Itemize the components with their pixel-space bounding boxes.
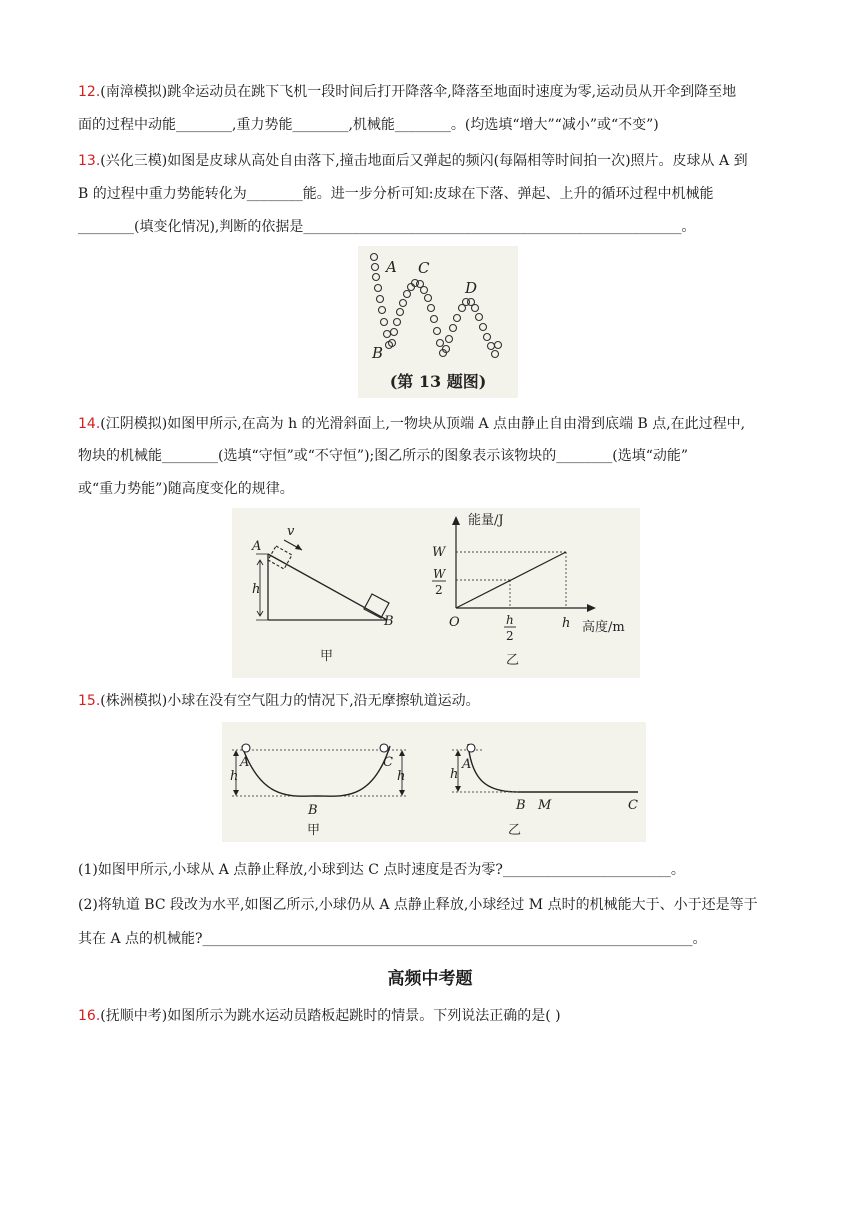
- figure-15: [222, 722, 646, 842]
- ball-c: [380, 744, 388, 752]
- label-b: B: [384, 614, 394, 629]
- q13-line-1: [78, 151, 748, 171]
- h-label: h: [562, 616, 571, 631]
- h-half-numerator: h: [506, 613, 514, 627]
- q15-text-1: (株洲模拟)小球在没有空气阻力的情况下,沿无摩擦轨道运动。: [100, 693, 480, 709]
- q15-sub-1: [78, 860, 685, 880]
- y-axis-label: 能量/J: [468, 513, 504, 528]
- question-number: 13.: [78, 153, 101, 169]
- label-b: B: [308, 803, 318, 818]
- q15-sub-2-text-2: 其在 A 点的机械能?______________________________________________________________________。: [78, 931, 707, 947]
- q15-sub-2-line-2: [78, 929, 707, 949]
- q13-line-3: [78, 217, 695, 237]
- q15-sub-2-line-1: [78, 895, 758, 915]
- flat-track: [468, 744, 638, 792]
- label-a: A: [240, 755, 250, 770]
- figure-13: [358, 246, 518, 398]
- u-track: [242, 746, 390, 796]
- origin-label: O: [449, 615, 460, 630]
- q15-sub-2-text-1: (2)将轨道 BC 段改为水平,如图乙所示,小球仍从 A 点静止释放,小球经过 M 点时的机械能大于、小于还是等于: [78, 897, 758, 913]
- label-b: B: [516, 798, 526, 813]
- label-d: D: [465, 279, 478, 297]
- q14-line-1: [78, 414, 745, 434]
- q13-text-2: B 的过程中重力势能转化为________能。进一步分析可知:皮球在下落、弹起、上升的循环过程中机械能: [78, 186, 714, 202]
- label-c: C: [418, 259, 430, 277]
- height-label-right: h: [397, 769, 406, 784]
- q16-text-1: (抚顺中考)如图所示为跳水运动员踏板起跳时的情景。下列说法正确的是( ): [100, 1008, 561, 1024]
- reference-lines: [232, 750, 408, 796]
- q16-line-1: [78, 1006, 561, 1026]
- q12-text-2: 面的过程中动能________,重力势能________,机械能________。(均选填“增大”“减小”或“不变”): [78, 117, 659, 133]
- q14-line-3: [78, 479, 294, 499]
- q14-text-2: 物块的机械能________(选填“守恒”或“不守恒”);图乙所示的图象表示该物块的________(选填“动能”: [78, 448, 689, 464]
- label-c: C: [628, 798, 638, 813]
- caption-yi: 乙: [508, 823, 522, 838]
- label-m: M: [538, 798, 552, 813]
- label-b: B: [372, 344, 384, 362]
- caption-jia: 甲: [307, 823, 321, 838]
- label-c: C: [383, 755, 393, 770]
- ball-a: [467, 744, 475, 752]
- q14-text-1: (江阴模拟)如图甲所示,在高为 h 的光滑斜面上,一物块从顶端 A 点由静止自由滑到底端 B 点,在此过程中,: [100, 416, 746, 432]
- label-a: A: [386, 258, 397, 276]
- figure-caption: (第 13 题图): [389, 372, 487, 391]
- q14-text-3: 或“重力势能”)随高度变化的规律。: [78, 481, 294, 497]
- w-label: W: [432, 545, 446, 560]
- x-axis-label: 高度/m: [582, 620, 625, 635]
- bouncing-ball-photo: [358, 246, 518, 398]
- caption-jia: 甲: [320, 649, 334, 664]
- q13-line-2: [78, 184, 713, 204]
- q13-text-3: ________(填变化情况),判断的依据是______________________________________________________。: [78, 219, 696, 235]
- q12-line-1: [78, 82, 736, 102]
- figure-14: [232, 508, 640, 678]
- question-number: 16.: [78, 1008, 101, 1024]
- figure-15-drawing: [222, 722, 646, 842]
- q15-sub-1-text: (1)如图甲所示,小球从 A 点静止释放,小球到达 C 点时速度是否为零?________________________。: [78, 862, 685, 878]
- question-number: 15.: [78, 693, 101, 709]
- h-half-denominator: 2: [506, 629, 514, 643]
- ball-a: [242, 744, 250, 752]
- question-number: 14.: [78, 416, 101, 432]
- q12-text-1: (南漳模拟)跳伞运动员在跳下飞机一段时间后打开降落伞,降落至地面时速度为零,运动员从开伞到降至地: [100, 84, 737, 100]
- label-a: A: [252, 539, 262, 554]
- velocity-label: v: [287, 524, 295, 539]
- question-number: 12.: [78, 84, 101, 100]
- height-label: h: [252, 582, 261, 597]
- q12-line-2: [78, 115, 659, 135]
- q14-line-2: [78, 446, 688, 466]
- w-half-numerator: W: [433, 567, 446, 581]
- w-half-denominator: 2: [435, 583, 443, 597]
- height-arrows: [233, 750, 405, 796]
- q13-text-1: (兴化三模)如图是皮球从高处自由落下,撞击地面后又弹起的频闪(每隔相等时间拍一次)照片。皮球从 A 到: [100, 153, 748, 169]
- height-label: h: [450, 767, 459, 782]
- q15-line-1: [78, 691, 480, 711]
- caption-yi: 乙: [506, 653, 520, 668]
- label-a: A: [462, 757, 472, 772]
- height-label-left: h: [230, 769, 239, 784]
- block-top: [268, 540, 302, 569]
- figure-14-drawing: [232, 508, 640, 678]
- graph-axes: [452, 516, 596, 612]
- section-title: 高频中考题: [387, 969, 473, 989]
